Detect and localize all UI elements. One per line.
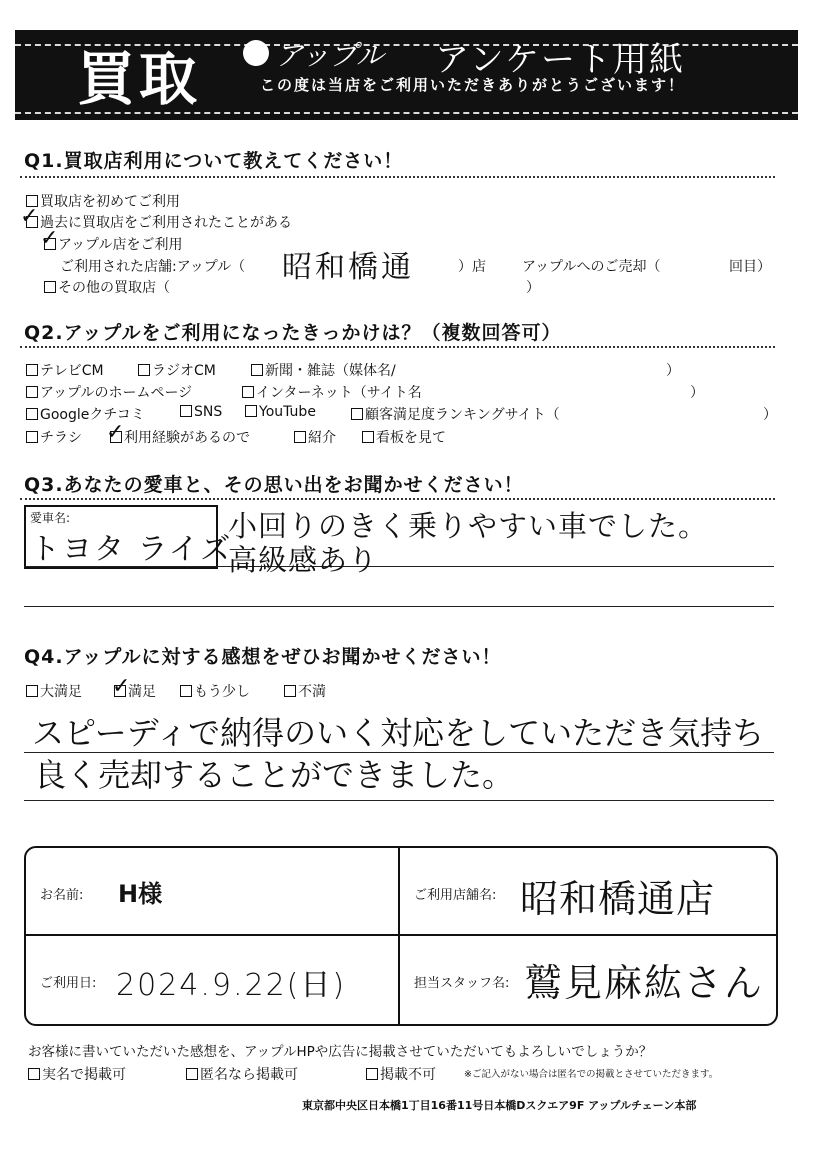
- q2-option-google[interactable]: [26, 404, 145, 424]
- q2-option-radio-label: ラジオCM: [152, 363, 216, 379]
- kaitori-logo: 買取: [77, 45, 202, 113]
- checkbox[interactable]: [351, 408, 363, 420]
- brand-name: アップル: [275, 39, 384, 72]
- q2-option-google-label: Googleクチコミ: [40, 407, 145, 423]
- q1-store-suffix: ）店: [458, 259, 486, 275]
- consent-question: お客様に書いていただいた感想を、アップルHPや広告に掲載させていただいてもよろしいでしょうか？: [28, 1044, 653, 1060]
- staff-value: 鷲見麻紘さん: [524, 961, 765, 1005]
- q2-option-experience[interactable]: [110, 427, 250, 447]
- q2-option-signboard-label: 看板を見て: [376, 430, 446, 446]
- q2-option-signboard[interactable]: [362, 427, 446, 447]
- q3-divider: [20, 498, 775, 500]
- check-mark-icon: ✓: [20, 204, 39, 229]
- checkbox[interactable]: [44, 281, 56, 293]
- checkbox[interactable]: [26, 408, 38, 420]
- consent-no-label: 掲載不可: [380, 1067, 436, 1083]
- q2-option-internet-label: インターネット（サイト名: [256, 385, 422, 401]
- info-box-horizontal-divider: [24, 934, 776, 936]
- q2-option-experience-label: 利用経験があるので: [124, 430, 250, 446]
- checkbox[interactable]: [180, 685, 192, 697]
- q1-option-other[interactable]: [44, 277, 170, 297]
- consent-real-name[interactable]: [28, 1064, 126, 1084]
- q2-option-radio[interactable]: [138, 360, 216, 380]
- check-mark-icon: ✓: [40, 226, 59, 251]
- q1-sales-label: アップルへのご売却（: [522, 259, 661, 275]
- car-memory-line-2: 高級感あり: [228, 543, 379, 577]
- consent-real-name-label: 実名で掲載可: [42, 1067, 126, 1083]
- checkbox[interactable]: [26, 431, 38, 443]
- checkbox[interactable]: [245, 405, 257, 417]
- q1-divider: [20, 176, 775, 178]
- store-value: 昭和橋通店: [520, 877, 716, 921]
- q2-option-sns[interactable]: [180, 404, 222, 420]
- name-label: お名前:: [40, 888, 84, 903]
- q1-store-value: 昭和橋通: [282, 250, 414, 285]
- form-title: アンケート用紙: [435, 40, 685, 80]
- q2-option-flyer[interactable]: [26, 427, 82, 447]
- checkbox[interactable]: [138, 364, 150, 376]
- consent-anonymous-label: 匿名なら掲載可: [200, 1067, 298, 1083]
- checkbox[interactable]: [251, 364, 263, 376]
- checkbox[interactable]: [294, 431, 306, 443]
- q4-option-unsatisfied-label: 不満: [298, 684, 326, 700]
- q2-divider: [20, 346, 775, 348]
- q4-option-very[interactable]: [26, 681, 82, 701]
- q4-comment-line-2: 良く売却することができました。: [34, 756, 515, 794]
- q2-option-youtube-label: YouTube: [259, 404, 316, 420]
- q2-option-referral[interactable]: [294, 427, 336, 447]
- q4-title: Q4.アップルに対する感想をぜひお聞かせください！: [24, 646, 502, 668]
- q1-option-past[interactable]: [26, 212, 292, 232]
- q2-option-internet[interactable]: [242, 382, 422, 402]
- q2-option-newspaper-label: 新聞・雑誌（媒体名/: [265, 363, 396, 379]
- q1-store-label: ご利用された店舗:アップル（: [60, 259, 246, 275]
- consent-anonymous[interactable]: [186, 1064, 298, 1084]
- name-value: H様: [118, 880, 163, 908]
- car-name-label: 愛車名:: [30, 511, 71, 525]
- q2-option-homepage-label: アップルのホームページ: [40, 385, 193, 401]
- q2-ranking-close: ）: [763, 407, 777, 423]
- check-mark-icon: ✓: [112, 674, 131, 699]
- q4-comment-line-1: スピーディで納得のいく対応をしていただき気持ち: [32, 714, 765, 752]
- header-banner: [15, 30, 798, 120]
- q4-option-very-label: 大満足: [40, 684, 82, 700]
- apple-logo-icon: [243, 40, 269, 66]
- consent-no[interactable]: [366, 1064, 436, 1084]
- q1-option-apple-label: アップル店をご利用: [58, 237, 183, 253]
- q2-option-newspaper[interactable]: [251, 360, 396, 380]
- q1-option-other-label: その他の買取店（: [58, 280, 170, 296]
- checkbox[interactable]: [284, 685, 296, 697]
- checkbox[interactable]: [242, 386, 254, 398]
- q1-other-close: ）: [526, 280, 540, 296]
- q3-title: Q3.あなたの愛車と、その思い出をお聞かせください！: [24, 474, 524, 496]
- q2-option-ranking-label: 顧客満足度ランキングサイト（: [365, 407, 560, 423]
- checkbox[interactable]: [26, 364, 38, 376]
- date-value: 2024.9.22(日): [116, 968, 347, 1003]
- q4-option-little-label: もう少し: [194, 684, 250, 700]
- checkbox[interactable]: [180, 405, 192, 417]
- footer-address: 東京都中央区日本橋1丁目16番11号日本橋Dスクエア9F アップルチェーン本部: [302, 1099, 697, 1112]
- q2-option-homepage[interactable]: [26, 382, 192, 402]
- q2-title: Q2.アップルをご利用になったきっかけは？（複数回答可）: [24, 322, 562, 344]
- q2-option-tv[interactable]: [26, 360, 104, 380]
- q1-sales-suffix: 回目）: [729, 259, 771, 275]
- q1-option-apple[interactable]: [44, 234, 182, 254]
- check-mark-icon: ✓: [106, 420, 125, 445]
- q1-option-past-label: 過去に買取店をご利用されたことがある: [40, 215, 292, 231]
- q2-option-referral-label: 紹介: [308, 430, 336, 446]
- checkbox[interactable]: [366, 1068, 378, 1080]
- car-memory-line-1: 小回りのきく乗りやすい車でした。: [228, 509, 709, 543]
- q4-writing-line-2: [24, 800, 774, 801]
- q4-option-little[interactable]: [180, 681, 250, 701]
- q2-option-tv-label: テレビCM: [40, 363, 104, 379]
- checkbox[interactable]: [28, 1068, 40, 1080]
- q2-newspaper-close: ）: [666, 363, 680, 379]
- checkbox[interactable]: [362, 431, 374, 443]
- checkbox[interactable]: [186, 1068, 198, 1080]
- date-label: ご利用日:: [40, 976, 97, 991]
- q3-writing-line-2: [24, 606, 774, 607]
- q3-writing-line-1: [24, 566, 774, 567]
- header-subtitle: この度は当店をご利用いただきありがとうございます！: [260, 76, 686, 94]
- q2-option-sns-label: SNS: [194, 404, 223, 420]
- staff-label: 担当スタッフ名:: [414, 976, 510, 991]
- q1-option-first-label: 買取店を初めてご利用: [40, 194, 180, 210]
- q4-option-satisfied-label: 満足: [128, 684, 156, 700]
- checkbox[interactable]: [26, 386, 38, 398]
- q2-option-flyer-label: チラシ: [40, 430, 82, 446]
- checkbox[interactable]: [26, 685, 38, 697]
- q2-internet-close: ）: [690, 385, 704, 401]
- q1-option-first[interactable]: [26, 191, 180, 211]
- q1-title: Q1.買取店利用について教えてください！: [24, 150, 404, 172]
- store-label: ご利用店舗名:: [414, 888, 497, 903]
- consent-note: ※ご記入がない場合は匿名での掲載とさせていただきます。: [464, 1069, 719, 1080]
- q2-option-ranking[interactable]: [351, 404, 560, 424]
- car-name-value: トヨタ ライズ: [30, 532, 233, 567]
- q2-option-youtube[interactable]: [245, 404, 316, 420]
- q4-option-unsatisfied[interactable]: [284, 681, 326, 701]
